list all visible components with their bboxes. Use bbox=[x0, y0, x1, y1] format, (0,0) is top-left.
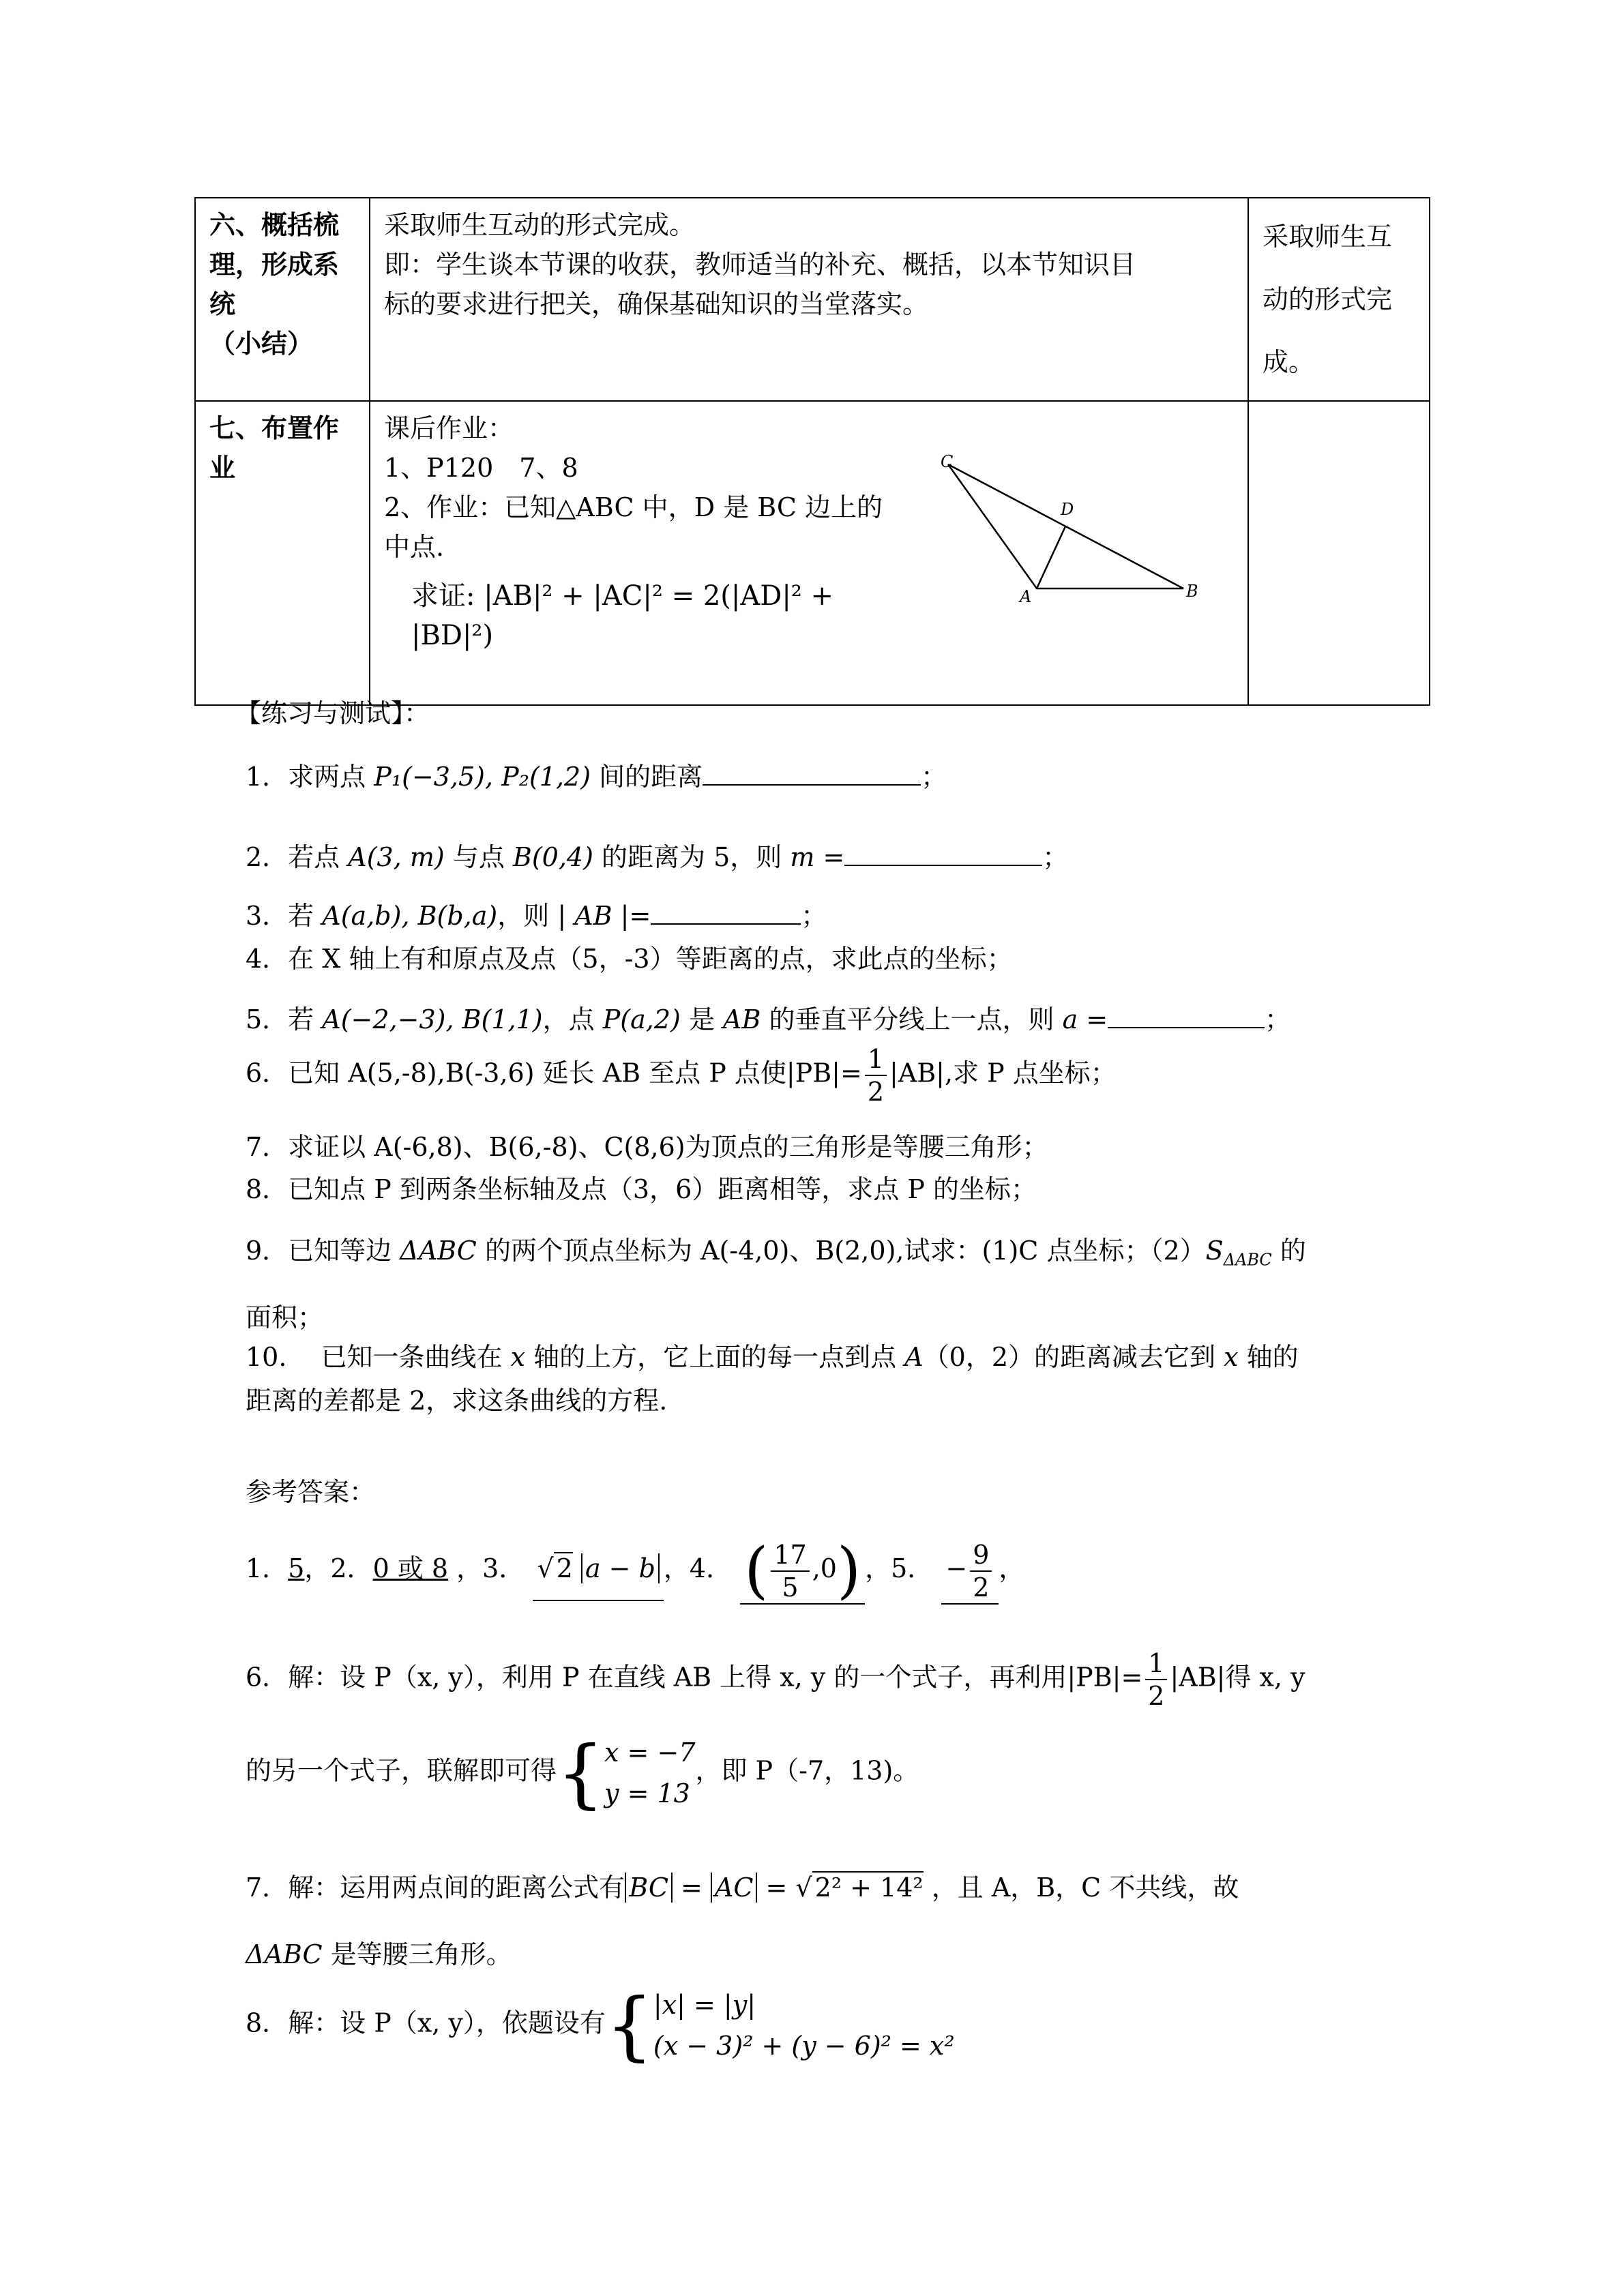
note-line: 成。 bbox=[1263, 347, 1315, 377]
answer-blank[interactable] bbox=[651, 896, 801, 925]
triangle-figure bbox=[931, 447, 1217, 610]
homework-item: 中点. bbox=[384, 532, 445, 562]
exercises-heading: 【练习与测试】： bbox=[235, 698, 430, 728]
content-cell bbox=[370, 198, 1248, 401]
stage-line: 七、布置作 bbox=[209, 413, 340, 443]
vertex-label-b: B bbox=[1186, 582, 1198, 601]
answer-blank[interactable] bbox=[1108, 1000, 1265, 1028]
proof-statement: 求证: |AB|² + |AC|² = 2(|AD|² + |BD|²) bbox=[411, 580, 834, 651]
answer-5: − $\frac{9}{2}$ bbox=[941, 1537, 999, 1605]
table-row bbox=[195, 401, 1430, 705]
answers-1-5: 1．5，2．0 或 8 ，3． √ 2 a − b ，4． ( $\frac{17}{5}$ ,0) ，5． − $\frac{9}{2}$ ， bbox=[246, 1534, 1025, 1607]
table-row bbox=[195, 198, 1430, 401]
median-ad bbox=[1037, 526, 1065, 588]
vertex-label-a: A bbox=[1020, 587, 1032, 606]
fraction: $\frac{1}{2}$ bbox=[865, 1043, 887, 1107]
exercise-10-cont: 距离的差都是 2，求这条曲线的方程. bbox=[246, 1386, 668, 1416]
exercise-2: 2．若点 A(3, m) 与点 B(0,4) 的距离为 5，则 m = ； bbox=[246, 837, 1068, 876]
note-cell bbox=[1248, 198, 1430, 401]
lesson-plan-table bbox=[194, 197, 1430, 706]
answer-4: ( $\frac{17}{5}$ ,0) bbox=[740, 1537, 865, 1605]
answer-3: √ 2 a − b bbox=[533, 1537, 663, 1601]
stage-line: 统 bbox=[209, 288, 236, 319]
answer-blank[interactable] bbox=[703, 757, 921, 786]
stage-cell bbox=[195, 198, 370, 401]
exercise-4: 4．在 X 轴上有和原点及点（5，-3）等距离的点，求此点的坐标； bbox=[246, 944, 1013, 974]
vertex-label-d: D bbox=[1061, 500, 1074, 519]
note-line: 采取师生互 bbox=[1263, 222, 1393, 252]
stage-line: 六、概括梳 bbox=[209, 209, 340, 240]
note-line: 动的形式完 bbox=[1263, 284, 1393, 314]
stage-cell bbox=[195, 401, 370, 705]
answer-7-cont: ΔABC 是等腰三角形。 bbox=[246, 1939, 512, 1969]
stage-line: （小结） bbox=[209, 328, 314, 359]
answer-6-cont: 的另一个式子，联解即可得{ x = −7 y = 13 ，即 P（-7，13)。 bbox=[246, 1729, 919, 1817]
exercise-3: 3．若 A(a,b), B(b,a)，则 | AB |= ； bbox=[246, 896, 827, 935]
exercise-10: 10. 已知一条曲线在 x 轴的上方，它上面的每一点到点 A（0，2）的距离减去它到 x 轴的 bbox=[246, 1342, 1299, 1372]
exercise-5: 5．若 A(−2,−3), B(1,1)，点 P(a,2) 是 AB 的垂直平分线上一点，则 a = ； bbox=[246, 1000, 1290, 1039]
homework-title: 课后作业： bbox=[384, 413, 514, 443]
note-cell bbox=[1248, 401, 1430, 705]
exercise-7: 7．求证以 A(-6,8)、B(6,-8)、C(8,6)为顶点的三角形是等腰三角形； bbox=[246, 1132, 1048, 1162]
exercise-6: 6．已知 A(5,-8),B(-3,6) 延长 AB 至点 P 点使|PB|= $\frac{1}{2}$ |AB|,求 P 点坐标； bbox=[246, 1044, 1117, 1107]
content-line: 采取师生互动的形式完成。 bbox=[384, 210, 696, 240]
answer-7: 7．解：运用两点间的距离公式有 BC = AC = √ 2² + 14² ，且 A，B，C 不共线，故 bbox=[246, 1873, 1239, 1903]
homework-item: 1、P120 7、8 bbox=[384, 453, 578, 483]
answer-8: 8．解：设 P（x, y），依题设有{ |x| = |y| (x − 3)² + (y − 6)² = x² bbox=[246, 1982, 955, 2069]
exercise-9-cont: 面积； bbox=[246, 1302, 324, 1332]
vertex-label-c: C bbox=[941, 452, 954, 471]
content-line: 标的要求进行把关，确保基础知识的当堂落实。 bbox=[384, 289, 929, 319]
homework-item: 2、作业：已知△ABC 中，D 是 BC 边上的 bbox=[384, 492, 883, 522]
content-line: 即：学生谈本节课的收获，教师适当的补充、概括，以本节知识目 bbox=[384, 250, 1136, 280]
triangle-abc bbox=[948, 464, 1183, 588]
exercise-1: 1．求两点 P₁(−3,5), P₂(1,2) 间的距离 ； bbox=[246, 757, 947, 796]
answer-blank[interactable] bbox=[844, 837, 1042, 866]
answer-6: 6．解：设 P（x, y），利用 P 在直线 AB 上得 x, y 的一个式子，再利用|PB|= $\frac{1}{2}$ |AB|得 x, y bbox=[246, 1648, 1305, 1711]
answers-heading: 参考答案： bbox=[246, 1477, 376, 1507]
exercise-9: 9．已知等边 ΔABC 的两个顶点坐标为 A(-4,0)、B(2,0),试求：(1)C 点坐标；$(2)S_{\Delta ABC}$ 的 bbox=[246, 1236, 1306, 1270]
stage-line: 业 bbox=[209, 452, 236, 483]
exercise-8: 8．已知点 P 到两条坐标轴及点（3，6）距离相等，求点 P 的坐标； bbox=[246, 1174, 1037, 1204]
stage-line: 理，形成系 bbox=[209, 249, 340, 280]
